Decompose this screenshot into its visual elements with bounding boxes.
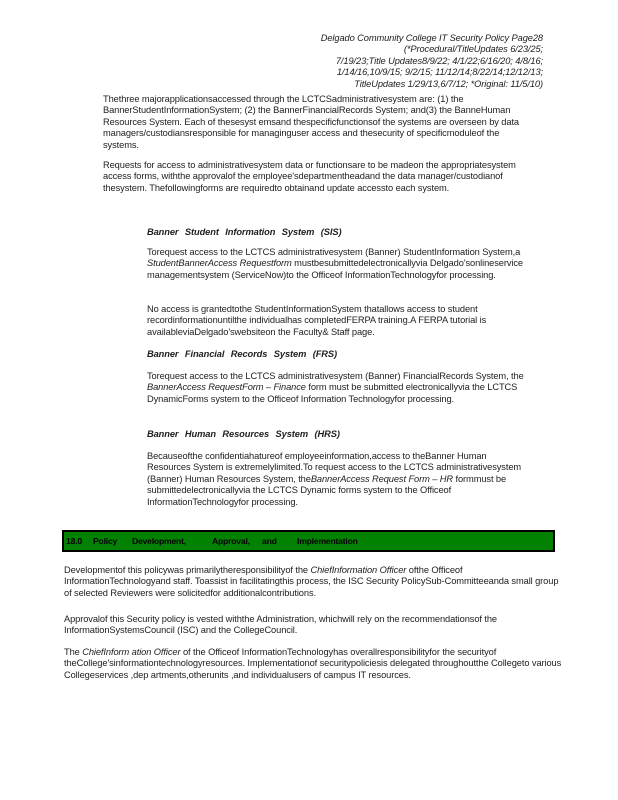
header-line-revisions-3: 1/14/16,10/9/15; 9/2/15; 11/12/14;8/22/14;12/12/13; (336, 67, 543, 78)
sis-paragraph-2: No access is grantedtothe StudentInformationSystem thatallows access to student recordinformationuntilthe individualhas completedFERPA training.A FERPA tutorial is availableviaDelgado'swebsiteon the Faculty& Staff page. (147, 304, 487, 337)
frs-paragraph (147, 371, 526, 405)
intro-paragraph-1: Thethree majorapplicationsaccessed through the LCTCSadministrativesystem are: (1) the BannerStudentInformationSystem; (2) the BannerFinancialRecords System; and(3) the BanneHuman Resources System. Each of thesesyst emsand thespecificfunctionsof the systems are overseen by data managers/custodiansresponsible for managinguser access and thesecurity of specificmoduleof the systems. (103, 94, 520, 150)
section-heading-frs: Banner Financial Records System (FRS) (147, 349, 338, 359)
hrs-paragraph-text-cont: formmust be submittedelectronicallyvia the LCTCS Dynamic forms system to the Officeof InformationTechnologyfor processing. (147, 473, 507, 507)
hrs-paragraph (147, 451, 529, 508)
header-line-revisions-4: TitleUpdates 1/29/13,6/7/12; *Original: 11/5/10) (354, 78, 543, 89)
hrs-paragraph-text: Becauseofthe confidentiahatureof employeeinformation,access to theBanner Human Resources System is extremelylimited.To request access to the LCTCS administrativesystem (Banner) Human Resources System, the (147, 451, 522, 484)
banner-word-approval: Approval, (212, 536, 250, 546)
intro-paragraph-2: Requests for access to administrativesystem data or functionsare to be madeon the appropriatesystem access forms, withthe approvalof the employee'sdepartmentheadand the data manager/custodianof thesystem. Thefollowingforms are requiredto obtainand update accessto each system. (103, 160, 516, 193)
closing-paragraph-1-text-cont: ofthe Officeof InformationTechnologyand staff. Toassist in facilitatingthis process, the ISC Security PolicySub-Committeeanda small group of selected Reviewers were solicitedfor additionalcontributions. (64, 565, 559, 598)
section-heading-sis: Banner Student Information System (SIS) (147, 227, 342, 237)
sis-form-name-italic: StudentBannerAccess Requestform (147, 258, 292, 269)
frs-paragraph-text: Torequest access to the LCTCS administrativesystem (Banner) FinancialRecords System, the (147, 371, 524, 381)
banner-word-and: and (262, 536, 277, 546)
hrs-form-name-italic: BannerAccess Request Form – HR (310, 473, 454, 484)
policy-section-banner (62, 530, 555, 552)
sis-paragraph-1-text: Torequest access to the LCTCS administrativesystem (Banner) StudentInformation System,a (147, 247, 521, 257)
closing-paragraph-1-text: Developmentof this policywas primarilytheresponsibilityof the (64, 565, 311, 575)
header-line-revisions-2: 7/19/23;Title Updates8/9/22; 4/1/22;6/16/20; 4/8/16; (335, 55, 543, 66)
banner-word-development: Development, (132, 536, 186, 546)
closing-paragraph-3-text: The (64, 647, 83, 657)
banner-section-number: 18.0 (66, 536, 82, 546)
header-line-title: Delgado Community College IT Security Policy Page28 (320, 33, 543, 43)
frs-form-name-italic: BannerAccess RequestForm – Finance (147, 382, 306, 393)
sis-paragraph-1-text-cont: mustbesubmittedelectronicallyvia Delgado'sonlineservice managementsystem (ServiceNow)to the Officeof InformationTechnologyfor processing. (147, 258, 524, 280)
sis-paragraph-1 (147, 247, 526, 281)
frs-paragraph-text-cont: form must be submitted electronicallyvia the LCTCS DynamicForms system to the Officeof Information Technologyfor processing. (147, 382, 518, 404)
closing-paragraph-3 (64, 647, 564, 681)
banner-word-implementation: Implementation (297, 536, 358, 546)
section-heading-hrs: Banner Human Resources System (HRS) (147, 429, 340, 439)
header-line-revisions-1: (*Procedural/TitleUpdates 6/23/25; (403, 44, 543, 55)
page-header (183, 33, 543, 90)
banner-word-policy: Policy (93, 536, 118, 546)
closing-paragraph-1 (64, 565, 560, 599)
closing-paragraph-2: Approvalof this Security policy is vested withthe Administration, whichwill rely on the recommendationsof the InformationSystemsCouncil (ISC) and the CollegeCouncil. (64, 614, 497, 636)
closing-paragraph-3-text-cont: of the Officeof InformationTechnologyhas overallresponsibilityfor the securityof theCollege'sinformationtechnologyresources. Implementationof securitypoliciesis delegated throughoutthe Collegeto various Collegeservices ,dep artments,otherunits ,and individualusers of campus IT resources. (64, 647, 562, 680)
cio-title-italic-1: ChiefInformation Officer (310, 565, 407, 575)
cio-title-italic-2: ChiefInform ation Officer (82, 647, 181, 657)
